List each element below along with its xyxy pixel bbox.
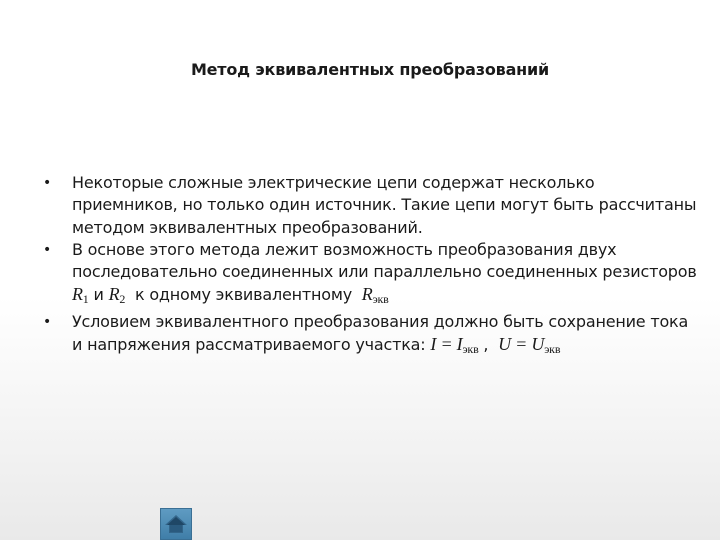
bullet-marker: • [43, 175, 52, 191]
slide-title: Метод эквивалентных преобразований [190, 60, 550, 79]
bullet-text: Условием эквивалентного преобразования должно быть сохранение тока и напряжения рассматриваемого участка: [72, 311, 689, 355]
current-subscript: экв [462, 342, 479, 357]
r1-symbol: R [72, 284, 83, 305]
r2-subscript: 2 [119, 292, 126, 307]
home-icon [161, 509, 191, 539]
bullet-text: Некоторые сложные электрические цепи содержат несколько приемников, но только один источник. Такие цепи могут быть рассчитаны методом эквивалентных преобразований. [72, 173, 697, 237]
bullet-item-2 [40, 239, 700, 311]
r2-symbol: R [108, 284, 120, 305]
req-subscript: экв [372, 292, 389, 307]
bullet-text: В основе этого метода лежит возможность преобразования двух последовательно соединенных или параллельно соединенных резисторов [72, 239, 697, 282]
bullet-item-3 [40, 311, 700, 361]
r1-subscript: 1 [82, 292, 89, 307]
conjunction-text: и [88, 285, 109, 305]
req-symbol: R [361, 284, 373, 305]
bullet-text-after: к одному эквивалентному [125, 285, 362, 305]
bullet-marker: • [43, 241, 52, 258]
home-button[interactable] [160, 508, 192, 540]
voltage-subscript: экв [544, 342, 561, 357]
current-equation: I = I [430, 334, 463, 355]
equation-separator: , [478, 335, 499, 355]
bullet-marker: • [43, 313, 52, 330]
bullet-item-1 [40, 172, 700, 239]
bullet-list [40, 172, 700, 360]
voltage-equation: U = U [498, 334, 545, 355]
